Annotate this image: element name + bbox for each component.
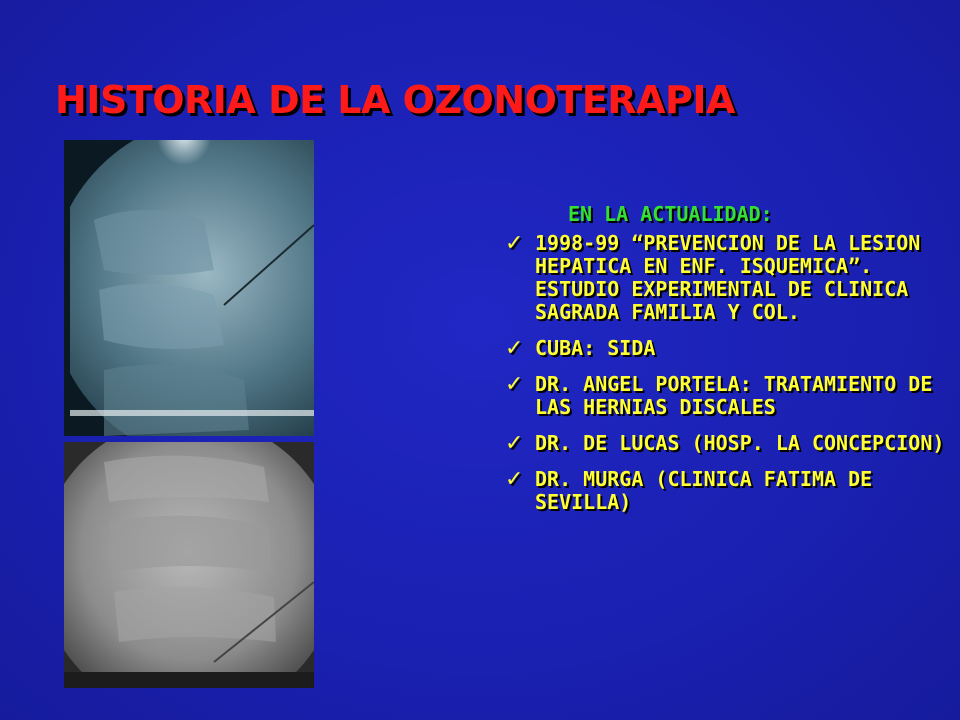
- bullet-item: [505, 432, 945, 455]
- bullet-text: DR. MURGA (CLINICA FATIMA DE SEVILLA): [535, 467, 873, 514]
- bullet-item: [505, 232, 945, 324]
- bullet-item: [505, 468, 945, 514]
- bullet-item: [505, 373, 945, 419]
- section-subhead: EN LA ACTUALIDAD:: [568, 202, 773, 226]
- bullet-text: CUBA: SIDA: [535, 336, 656, 360]
- check-icon: ✓: [505, 467, 524, 492]
- fluoroscopy-xray-top: [64, 140, 314, 436]
- bullet-list: [505, 232, 945, 514]
- fluoroscopy-xray-bottom: [64, 442, 314, 688]
- bullet-text: 1998-99 “PREVENCION DE LA LESION HEPATICA EN ENF. ISQUEMICA”. ESTUDIO EXPERIMENTAL DE CLINICA SAGRADA FAMILIA Y COL.: [535, 231, 921, 324]
- check-icon: ✓: [505, 372, 524, 397]
- bullet-item: [505, 337, 945, 360]
- check-icon: ✓: [505, 336, 524, 361]
- check-icon: ✓: [505, 431, 524, 456]
- bullet-text: DR. DE LUCAS (HOSP. LA CONCEPCION): [535, 431, 945, 455]
- content-block: [505, 203, 945, 527]
- bullet-text: DR. ANGEL PORTELA: TRATAMIENTO DE LAS HERNIAS DISCALES: [535, 372, 933, 419]
- slide-title: HISTORIA DE LA OZONOTERAPIA: [55, 78, 735, 122]
- check-icon: ✓: [505, 231, 524, 256]
